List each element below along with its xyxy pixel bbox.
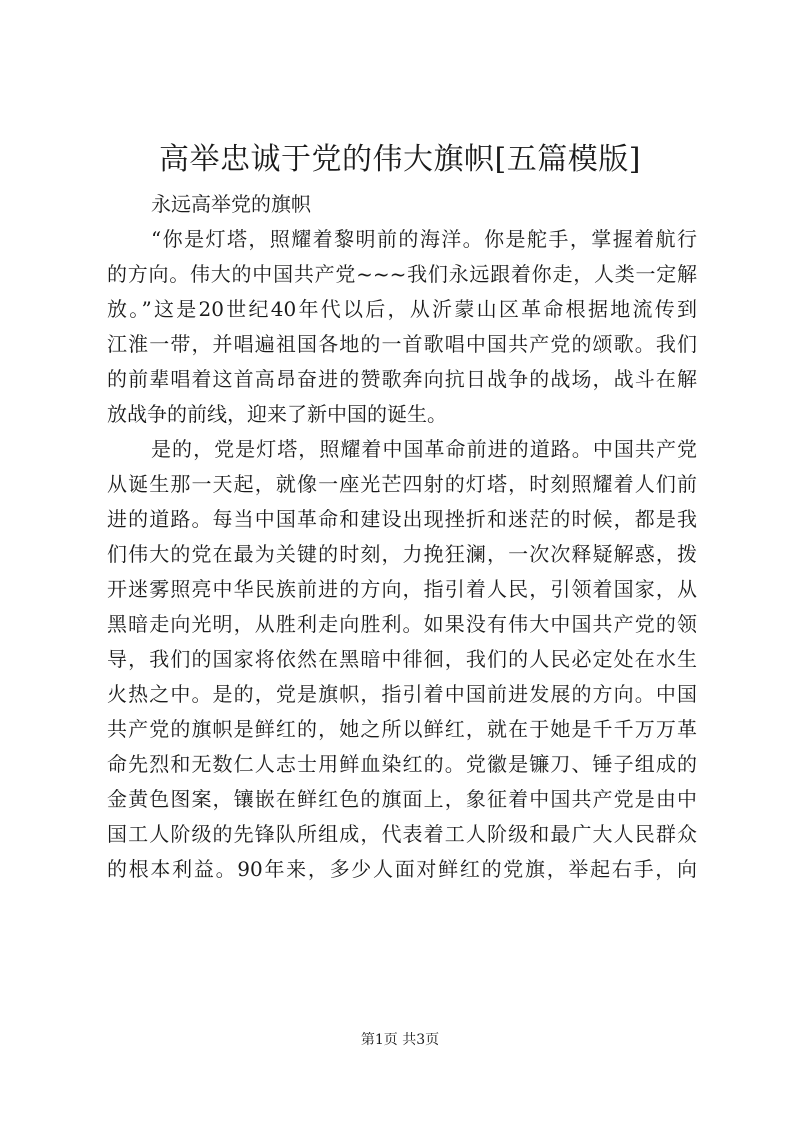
document-subtitle: 永远高举党的旗帜 — [151, 192, 311, 216]
text-line: 从诞生那一天起，就像一座光芒四射的灯塔，时刻照耀着人们前 — [107, 472, 697, 496]
text-line: 金黄色图案，镶嵌在鲜红色的旗面上，象征着中国共产党是由中 — [107, 787, 697, 811]
text-line: 命先烈和无数仁人志士用鲜血染红的。党徽是镰刀、锤子组成的 — [107, 752, 697, 776]
document-body — [107, 186, 697, 887]
text-line: 国工人阶级的先锋队所组成，代表着工人阶级和最广大人民群众 — [107, 822, 697, 846]
text-line: 黑暗走向光明，从胜利走向胜利。如果没有伟大中国共产党的领 — [107, 612, 697, 636]
text-line: “你是灯塔，照耀着黎明前的海洋。你是舵手，掌握着航行 — [151, 227, 697, 251]
text-line: 江淮一带，并唱遍祖国各地的一首歌唱中国共产党的颂歌。我们 — [107, 332, 697, 356]
text-line: 导，我们的国家将依然在黑暗中徘徊，我们的人民必定处在水生 — [107, 647, 697, 671]
text-line: 是的，党是灯塔，照耀着中国革命前进的道路。中国共产党 — [151, 437, 697, 461]
paragraph-1 — [107, 222, 697, 432]
paragraph-2 — [107, 432, 697, 887]
text-line: 共产党的旗帜是鲜红的，她之所以鲜红，就在于她是千千万万革 — [107, 717, 697, 741]
text-line: 们伟大的党在最为关键的时刻，力挽狂澜，一次次释疑解惑，拨 — [107, 542, 697, 566]
text-line: 开迷雾照亮中华民族前进的方向，指引着人民，引领着国家，从 — [107, 577, 697, 601]
page-footer: 第1页 共3页 — [360, 1032, 440, 1048]
document-title: 高举忠诚于党的伟大旗帜[五篇模版] — [159, 142, 641, 177]
text-line: 火热之中。是的，党是旗帜，指引着中国前进发展的方向。中国 — [107, 682, 697, 706]
text-line: 放战争的前线，迎来了新中国的诞生。 — [107, 402, 447, 426]
text-line: 进的道路。每当中国革命和建设出现挫折和迷茫的时候，都是我 — [107, 507, 697, 531]
text-line: 的前辈唱着这首高昂奋进的赞歌奔向抗日战争的战场，战斗在解 — [107, 367, 697, 391]
text-line: 的根本利益。90年来，多少人面对鲜红的党旗，举起右手，向 — [107, 857, 697, 881]
text-line: 的方向。伟大的中国共产党~~~我们永远跟着你走，人类一定解 — [107, 262, 697, 286]
text-line: 放。”这是20世纪40年代以后，从沂蒙山区革命根据地流传到 — [107, 297, 697, 321]
